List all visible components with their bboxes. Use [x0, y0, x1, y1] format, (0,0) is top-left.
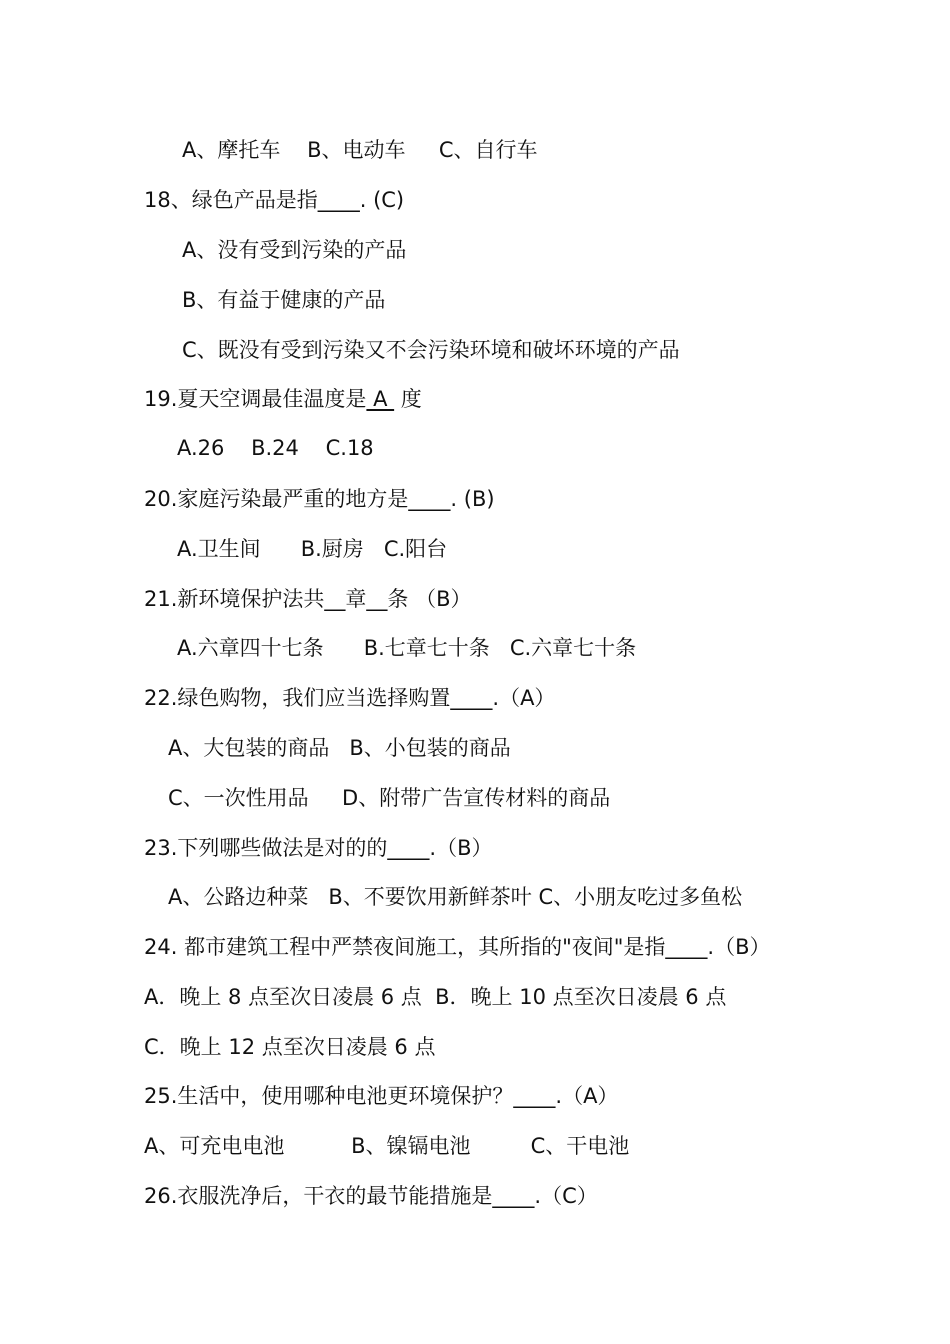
- q22-options-ab: A、大包装的商品 B、小包装的商品: [168, 736, 511, 760]
- q24-stem: 24. 都市建筑工程中严禁夜间施工，其所指的"夜间"是指____.（B）: [144, 935, 771, 959]
- q19-options: A.26 B.24 C.18: [177, 436, 374, 460]
- q18-option-c: C、既没有受到污染又不会污染环境和破坏环境的产品: [182, 338, 680, 362]
- q25-options: A、可充电电池 B、镍镉电池 C、干电池: [144, 1134, 630, 1158]
- q21-stem: 21.新环境保护法共__章__条 （B）: [144, 587, 472, 611]
- q18-option-b: B、有益于健康的产品: [182, 288, 386, 312]
- q18-stem: 18、绿色产品是指____. (C): [144, 188, 405, 212]
- q23-stem: 23.下列哪些做法是对的的____.（B）: [144, 836, 493, 860]
- q18-option-a: A、没有受到污染的产品: [182, 238, 407, 262]
- q22-stem: 22.绿色购物，我们应当选择购置____.（A）: [144, 686, 556, 710]
- q24-options-ab: A．晚上 8 点至次日凌晨 6 点 B．晚上 10 点至次日凌晨 6 点: [144, 985, 727, 1009]
- q20-stem: 20.家庭污染最严重的地方是____. (B): [144, 487, 495, 511]
- q19-stem-after: 度: [394, 387, 422, 411]
- q19-stem-before: 19.夏天空调最佳温度是: [144, 387, 367, 411]
- q21-options: A.六章四十七条 B.七章七十条 C.六章七十条: [177, 636, 637, 660]
- q24-option-c: C．晚上 12 点至次日凌晨 6 点: [144, 1035, 436, 1059]
- q26-stem: 26.衣服洗净后，干衣的最节能措施是____.（C）: [144, 1184, 598, 1208]
- q23-options: A、公路边种菜 B、不要饮用新鲜茶叶 C、小朋友吃过多鱼松: [168, 885, 743, 909]
- q22-options-cd: C、一次性用品 D、附带广告宣传材料的商品: [168, 786, 611, 810]
- q19-answer: A: [366, 387, 395, 411]
- q17-options: A、摩托车 B、电动车 C、自行车: [182, 138, 538, 162]
- q19-stem: [144, 385, 422, 413]
- q25-stem: 25.生活中，使用哪种电池更环境保护？____.（A）: [144, 1084, 619, 1108]
- q20-options: A.卫生间 B.厨房 C.阳台: [177, 537, 448, 561]
